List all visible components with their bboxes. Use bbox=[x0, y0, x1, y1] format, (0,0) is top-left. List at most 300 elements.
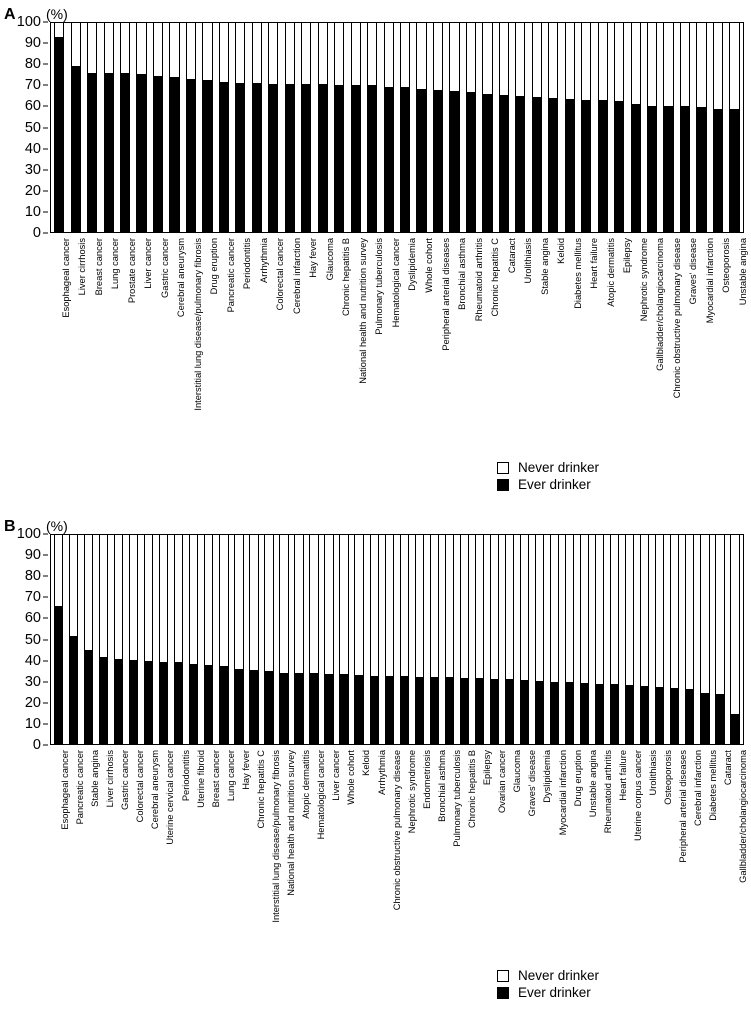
bar-segment-ever-drinker bbox=[714, 109, 722, 232]
bar-slot bbox=[67, 23, 83, 232]
y-tick-label: 50 bbox=[24, 631, 41, 648]
x-label-slot bbox=[116, 235, 137, 435]
x-label-slot bbox=[694, 235, 715, 435]
bar-slot bbox=[487, 535, 502, 744]
stacked-bar bbox=[685, 535, 694, 744]
x-label-slot bbox=[496, 235, 517, 435]
stacked-bar bbox=[460, 535, 469, 744]
panel-b-letter: B bbox=[4, 518, 16, 535]
bar-segment-ever-drinker bbox=[656, 687, 663, 744]
x-axis-category-label: Chronic hepatitis B bbox=[341, 238, 352, 317]
bar-segment-ever-drinker bbox=[55, 37, 63, 232]
stacked-bar bbox=[598, 23, 608, 232]
stacked-bar bbox=[565, 535, 574, 744]
x-label-slot bbox=[579, 235, 600, 435]
x-label-slot bbox=[442, 747, 462, 947]
bar-segment-ever-drinker bbox=[88, 73, 96, 232]
bar-segment-ever-drinker bbox=[175, 662, 182, 744]
y-tick-mark bbox=[43, 555, 48, 556]
x-label-slot bbox=[261, 747, 282, 947]
x-label-slot bbox=[427, 747, 447, 947]
bar-slot bbox=[337, 535, 352, 744]
bar-slot bbox=[430, 23, 446, 232]
y-tick-mark bbox=[43, 106, 48, 107]
y-tick-label: 90 bbox=[24, 546, 41, 563]
x-axis-category-label: Prostate cancer bbox=[126, 238, 137, 304]
x-label-slot bbox=[578, 747, 598, 947]
stacked-bar bbox=[475, 535, 484, 744]
bar-segment-ever-drinker bbox=[681, 106, 689, 232]
x-axis-category-label: Urolithiasis bbox=[523, 238, 534, 284]
x-axis-category-label: Arrhythmia bbox=[376, 750, 387, 795]
bar-segment-ever-drinker bbox=[100, 657, 107, 744]
bar-slot bbox=[627, 23, 643, 232]
x-axis-category-label: Bronchial asthma bbox=[436, 750, 447, 822]
y-tick-mark bbox=[43, 64, 48, 65]
x-axis-category-label: Arrhythmia bbox=[258, 238, 269, 283]
x-label-slot bbox=[364, 235, 385, 435]
x-label-slot bbox=[314, 235, 335, 435]
legend-item bbox=[497, 967, 599, 984]
x-label-slot bbox=[713, 747, 734, 947]
bar-segment-ever-drinker bbox=[352, 85, 360, 232]
y-tick-label: 70 bbox=[24, 589, 41, 606]
bar-slot bbox=[232, 23, 248, 232]
bar-slot bbox=[472, 535, 487, 744]
bar-segment-ever-drinker bbox=[431, 677, 438, 744]
y-tick-label: 30 bbox=[24, 161, 41, 178]
bar-segment-ever-drinker bbox=[265, 671, 272, 744]
x-axis-category-label: Interstitial lung disease/pulmonary fibrosis bbox=[192, 238, 203, 411]
x-axis-category-label: Diabetes mellitus bbox=[708, 750, 719, 821]
x-label-slot bbox=[246, 747, 266, 947]
x-label-slot bbox=[729, 747, 749, 947]
x-axis-category-label: Chronic hepatitis B bbox=[467, 750, 478, 829]
bar-slot bbox=[382, 535, 397, 744]
bar-segment-ever-drinker bbox=[368, 85, 376, 232]
bar-slot bbox=[592, 535, 607, 744]
x-axis-category-label: Liver cancer bbox=[143, 238, 154, 289]
y-tick-mark bbox=[43, 43, 48, 44]
x-axis-category-label: Cerebral aneurysm bbox=[150, 750, 161, 830]
bar-slot bbox=[265, 23, 281, 232]
bar-slot bbox=[307, 535, 322, 744]
x-axis-category-label: Atopic dermatitis bbox=[301, 750, 312, 819]
panel-a-unit-label: (%) bbox=[46, 6, 68, 22]
stacked-bar bbox=[235, 23, 245, 232]
panel-b-x-axis-labels bbox=[50, 747, 749, 947]
x-label-slot bbox=[595, 235, 616, 435]
bar-segment-ever-drinker bbox=[611, 684, 618, 744]
stacked-bar bbox=[71, 23, 81, 232]
x-axis-category-label: Liver cirrhosis bbox=[77, 238, 88, 296]
x-axis-category-label: Uterine fibroid bbox=[195, 750, 206, 808]
bar-segment-ever-drinker bbox=[235, 669, 242, 744]
bar-segment-ever-drinker bbox=[506, 679, 513, 744]
bar-segment-ever-drinker bbox=[115, 659, 122, 744]
y-tick-label: 0 bbox=[32, 224, 41, 241]
bar-segment-ever-drinker bbox=[697, 107, 705, 232]
bar-slot bbox=[413, 23, 429, 232]
x-label-slot bbox=[397, 235, 418, 435]
y-tick-label: 90 bbox=[24, 34, 41, 51]
bar-slot bbox=[644, 23, 660, 232]
bar-segment-ever-drinker bbox=[121, 73, 129, 232]
y-tick-mark bbox=[43, 639, 48, 640]
y-tick-label: 60 bbox=[24, 610, 41, 627]
stacked-bar bbox=[174, 535, 183, 744]
stacked-bar bbox=[120, 23, 130, 232]
x-label-slot bbox=[199, 235, 220, 435]
x-label-slot bbox=[412, 747, 432, 947]
bar-slot bbox=[611, 23, 627, 232]
x-label-slot bbox=[502, 747, 523, 947]
legend-swatch-filled bbox=[497, 987, 509, 999]
bar-segment-ever-drinker bbox=[566, 99, 574, 232]
x-label-slot bbox=[347, 235, 368, 435]
x-axis-category-label: Cataract bbox=[723, 750, 734, 786]
x-label-slot bbox=[67, 235, 88, 435]
y-tick-mark bbox=[43, 148, 48, 149]
bar-segment-ever-drinker bbox=[187, 79, 195, 232]
bar-segment-ever-drinker bbox=[701, 693, 708, 744]
stacked-bar bbox=[663, 23, 673, 232]
x-label-slot bbox=[171, 747, 191, 947]
x-label-slot bbox=[65, 747, 85, 947]
panel-a bbox=[0, 0, 751, 512]
panel-a-x-axis-labels bbox=[50, 235, 748, 435]
bar-slot bbox=[517, 535, 532, 744]
x-label-slot bbox=[265, 235, 286, 435]
bar-slot bbox=[183, 23, 199, 232]
x-axis-category-label: Bronchial asthma bbox=[457, 238, 468, 310]
bar-slot bbox=[201, 535, 216, 744]
bar-slot bbox=[347, 23, 363, 232]
x-label-slot bbox=[133, 235, 154, 435]
y-tick-label: 10 bbox=[24, 203, 41, 220]
stacked-bar bbox=[87, 23, 97, 232]
x-label-slot bbox=[186, 747, 206, 947]
bar-segment-ever-drinker bbox=[55, 606, 62, 744]
stacked-bar bbox=[69, 535, 78, 744]
x-label-slot bbox=[149, 235, 170, 435]
bar-segment-ever-drinker bbox=[302, 84, 310, 232]
x-axis-category-label: Graves' disease bbox=[527, 750, 538, 817]
y-tick-mark bbox=[43, 618, 48, 619]
bar-slot bbox=[532, 535, 547, 744]
x-axis-category-label: Myocardial infarction bbox=[704, 238, 715, 324]
x-axis-category-label: Gallbladder/cholangiocarcinoma bbox=[738, 750, 749, 883]
bar-slot bbox=[364, 23, 380, 232]
bar-slot bbox=[171, 535, 186, 744]
bar-segment-ever-drinker bbox=[533, 97, 541, 232]
x-label-slot bbox=[645, 235, 666, 435]
bar-slot bbox=[66, 535, 81, 744]
y-tick-mark bbox=[43, 190, 48, 191]
x-axis-category-label: Chronic obstructive pulmonary disease bbox=[391, 750, 402, 911]
x-axis-category-label: Hematological cancer bbox=[390, 238, 401, 328]
x-axis-category-label: Drug eruption bbox=[209, 238, 220, 295]
stacked-bar bbox=[99, 535, 108, 744]
y-tick-mark bbox=[43, 745, 48, 746]
bar-segment-ever-drinker bbox=[220, 82, 228, 232]
x-axis-category-label: Urolithiasis bbox=[647, 750, 658, 796]
legend-item bbox=[497, 459, 599, 476]
bar-segment-ever-drinker bbox=[190, 664, 197, 744]
x-label-slot bbox=[479, 235, 501, 435]
y-tick-label: 50 bbox=[24, 119, 41, 136]
x-axis-category-label: Periodontitis bbox=[242, 238, 253, 290]
x-axis-category-label: Lung cancer bbox=[225, 750, 236, 802]
x-axis-category-label: Graves' disease bbox=[688, 238, 699, 305]
x-label-slot bbox=[397, 747, 417, 947]
y-tick-label: 100 bbox=[16, 525, 41, 542]
x-axis-category-label: Dyslipidemia bbox=[542, 750, 553, 803]
legend-item bbox=[497, 476, 599, 493]
bar-segment-ever-drinker bbox=[355, 675, 362, 744]
x-axis-category-label: Peripheral arterial diseases bbox=[440, 238, 451, 351]
stacked-bar bbox=[264, 535, 273, 744]
x-label-slot bbox=[306, 747, 327, 947]
x-label-slot bbox=[291, 747, 312, 947]
x-label-slot bbox=[413, 235, 434, 435]
bar-segment-ever-drinker bbox=[467, 92, 475, 232]
panel-b-legend bbox=[497, 967, 599, 1001]
x-label-slot bbox=[281, 235, 302, 435]
bar-segment-ever-drinker bbox=[671, 688, 678, 744]
bar-segment-ever-drinker bbox=[205, 665, 212, 744]
x-label-slot bbox=[248, 235, 269, 435]
stacked-bar bbox=[670, 535, 679, 744]
y-tick-label: 20 bbox=[24, 182, 41, 199]
stacked-bar bbox=[114, 535, 123, 744]
stacked-bar bbox=[499, 23, 509, 232]
x-label-slot bbox=[201, 747, 221, 947]
x-label-slot bbox=[156, 747, 176, 947]
stacked-bar bbox=[186, 23, 196, 232]
bar-slot bbox=[216, 535, 231, 744]
x-label-slot bbox=[638, 747, 658, 947]
x-axis-category-label: Hematological cancer bbox=[316, 750, 327, 840]
bar-segment-ever-drinker bbox=[85, 650, 92, 744]
y-tick-label: 70 bbox=[24, 77, 41, 94]
stacked-bar bbox=[285, 23, 295, 232]
stacked-bar bbox=[354, 535, 363, 744]
bar-segment-ever-drinker bbox=[476, 678, 483, 744]
y-tick-mark bbox=[43, 702, 48, 703]
x-label-slot bbox=[125, 747, 146, 947]
bar-segment-ever-drinker bbox=[105, 73, 113, 232]
bar-segment-ever-drinker bbox=[446, 677, 453, 744]
x-axis-category-label: Gallbladder/cholangiocarcinoma bbox=[655, 238, 666, 371]
bar-slot bbox=[727, 535, 742, 744]
bar-slot bbox=[126, 535, 141, 744]
stacked-bar bbox=[385, 535, 394, 744]
stacked-bar bbox=[550, 535, 559, 744]
bar-segment-ever-drinker bbox=[295, 673, 302, 744]
stacked-bar bbox=[515, 23, 525, 232]
stacked-bar bbox=[715, 535, 724, 744]
bar-slot bbox=[622, 535, 637, 744]
x-label-slot bbox=[563, 747, 583, 947]
x-axis-category-label: Myocardial infarction bbox=[557, 750, 568, 836]
x-axis-category-label: Esophageal cancer bbox=[60, 238, 71, 318]
y-tick-label: 40 bbox=[24, 140, 41, 157]
y-tick-label: 20 bbox=[24, 694, 41, 711]
stacked-bar bbox=[219, 535, 228, 744]
x-axis-category-label: Cerebral infarction bbox=[693, 750, 704, 826]
stacked-bar bbox=[416, 23, 426, 232]
legend-label: Never drinker bbox=[518, 460, 600, 475]
x-label-slot bbox=[653, 747, 674, 947]
bar-slot bbox=[562, 535, 577, 744]
x-axis-category-label: Chronic obstructive pulmonary disease bbox=[671, 238, 682, 399]
bar-slot bbox=[512, 23, 528, 232]
x-axis-category-label: Nephrotic syndrome bbox=[638, 238, 649, 322]
stacked-bar bbox=[309, 535, 318, 744]
stacked-bar bbox=[301, 23, 311, 232]
x-label-slot bbox=[215, 235, 236, 435]
bar-slot bbox=[133, 23, 149, 232]
x-axis-category-label: Unstable angina bbox=[737, 238, 748, 306]
x-label-slot bbox=[727, 235, 748, 435]
bar-segment-ever-drinker bbox=[253, 83, 261, 232]
stacked-bar bbox=[535, 535, 544, 744]
bar-slot bbox=[577, 535, 592, 744]
x-axis-category-label: Chronic hepatitis C bbox=[255, 750, 266, 829]
bar-segment-ever-drinker bbox=[269, 84, 277, 232]
x-axis-category-label: Liver cancer bbox=[331, 750, 342, 801]
bar-slot bbox=[331, 23, 347, 232]
stacked-bar bbox=[532, 23, 542, 232]
y-tick-label: 40 bbox=[24, 652, 41, 669]
x-axis-category-label: Periodontitis bbox=[180, 750, 191, 802]
x-axis-category-label: Keloid bbox=[556, 238, 567, 264]
x-label-slot bbox=[140, 747, 161, 947]
legend-swatch-empty bbox=[497, 970, 509, 982]
x-axis-category-label: Pulmonary tuberculosis bbox=[374, 238, 385, 335]
y-tick-mark bbox=[43, 22, 48, 23]
x-axis-category-label: Drug eruption bbox=[572, 750, 583, 807]
x-axis-category-label: Hay fever bbox=[308, 238, 319, 278]
bar-segment-ever-drinker bbox=[220, 666, 227, 744]
bar-segment-ever-drinker bbox=[596, 684, 603, 744]
bar-segment-ever-drinker bbox=[582, 100, 590, 233]
x-label-slot bbox=[698, 747, 719, 947]
x-label-slot bbox=[446, 235, 468, 435]
bar-slot bbox=[412, 535, 427, 744]
x-axis-category-label: National health and nutrition survey bbox=[286, 750, 297, 896]
stacked-bar bbox=[433, 23, 443, 232]
bar-slot bbox=[298, 23, 314, 232]
x-label-slot bbox=[95, 747, 116, 947]
x-axis-category-label: Breast cancer bbox=[93, 238, 104, 296]
y-tick-mark bbox=[43, 233, 48, 234]
x-axis-category-label: Glaucoma bbox=[512, 750, 523, 793]
bar-segment-ever-drinker bbox=[648, 106, 656, 232]
stacked-bar bbox=[334, 23, 344, 232]
bar-segment-ever-drinker bbox=[641, 686, 648, 744]
bar-segment-ever-drinker bbox=[417, 89, 425, 232]
y-tick-label: 80 bbox=[24, 55, 41, 72]
bar-slot bbox=[652, 535, 667, 744]
x-label-slot bbox=[668, 747, 689, 947]
bar-segment-ever-drinker bbox=[250, 670, 257, 744]
bar-slot bbox=[199, 23, 215, 232]
x-label-slot bbox=[232, 235, 253, 435]
bar-slot bbox=[496, 23, 512, 232]
bar-slot bbox=[578, 23, 594, 232]
stacked-bar bbox=[234, 535, 243, 744]
panel-a-legend bbox=[497, 459, 599, 493]
y-tick-mark bbox=[43, 723, 48, 724]
x-axis-category-label: Nephrotic syndrome bbox=[406, 750, 417, 834]
bar-segment-ever-drinker bbox=[730, 109, 738, 232]
bar-slot bbox=[697, 535, 712, 744]
panel-b-plot-area bbox=[50, 534, 744, 745]
bar-slot bbox=[693, 23, 709, 232]
x-label-slot bbox=[463, 235, 484, 435]
bar-slot bbox=[427, 535, 442, 744]
x-label-slot bbox=[608, 747, 628, 947]
y-tick-mark bbox=[43, 127, 48, 128]
x-axis-category-label: Hay fever bbox=[240, 750, 251, 790]
bar-slot bbox=[710, 23, 726, 232]
x-label-slot bbox=[612, 235, 633, 435]
stacked-bar bbox=[144, 535, 153, 744]
x-label-slot bbox=[545, 235, 567, 435]
x-axis-category-label: Gastric cancer bbox=[120, 750, 131, 810]
x-axis-category-label: Whole cohort bbox=[346, 750, 357, 805]
stacked-bar bbox=[730, 535, 739, 744]
bar-segment-ever-drinker bbox=[664, 106, 672, 232]
bar-segment-ever-drinker bbox=[566, 682, 573, 744]
bar-segment-ever-drinker bbox=[434, 90, 442, 232]
stacked-bar bbox=[610, 535, 619, 744]
bar-slot bbox=[84, 23, 100, 232]
x-axis-category-label: Whole cohort bbox=[423, 238, 434, 293]
x-label-slot bbox=[298, 235, 319, 435]
bar-slot bbox=[51, 535, 66, 744]
x-label-slot bbox=[182, 235, 203, 435]
bar-segment-ever-drinker bbox=[500, 95, 508, 232]
x-label-slot bbox=[166, 235, 187, 435]
bar-slot bbox=[397, 535, 412, 744]
stacked-bar bbox=[153, 23, 163, 232]
stacked-bar bbox=[595, 535, 604, 744]
bar-slot bbox=[81, 535, 96, 744]
bar-segment-ever-drinker bbox=[385, 87, 393, 232]
stacked-bar bbox=[505, 535, 514, 744]
stacked-bar bbox=[129, 535, 138, 744]
stacked-bar bbox=[449, 23, 459, 232]
bar-slot bbox=[607, 535, 622, 744]
x-label-slot bbox=[80, 747, 101, 947]
bar-segment-ever-drinker bbox=[325, 674, 332, 744]
stacked-bar bbox=[370, 535, 379, 744]
x-label-slot bbox=[517, 747, 538, 947]
bar-segment-ever-drinker bbox=[599, 100, 607, 232]
x-axis-category-label: Osteoporosis bbox=[663, 750, 674, 805]
panel-a-plot bbox=[0, 13, 744, 241]
bar-segment-ever-drinker bbox=[286, 84, 294, 232]
x-axis-category-label: Colorectal cancer bbox=[135, 750, 146, 823]
bar-segment-ever-drinker bbox=[491, 679, 498, 744]
bar-slot bbox=[660, 23, 676, 232]
bar-slot bbox=[156, 535, 171, 744]
bar-segment-ever-drinker bbox=[310, 673, 317, 744]
stacked-bar bbox=[159, 535, 168, 744]
